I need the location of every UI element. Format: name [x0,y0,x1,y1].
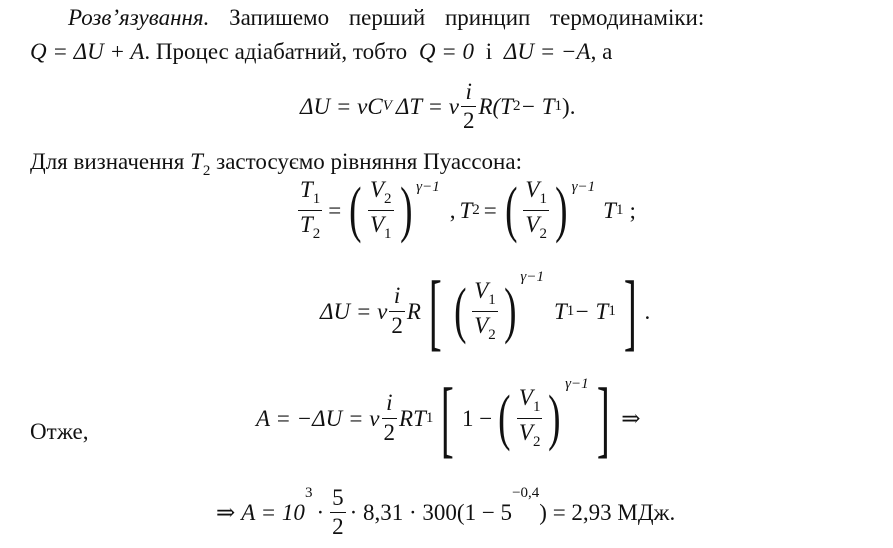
du-close: ). [562,94,576,120]
final-result: ⇒ A = 10 3 · $\frac{5}{2}$ · 8,31 · 300(1 − 5 −0,4 ) = 2,93 МДж. [216,485,676,540]
subscript-2: 2 [512,98,521,115]
equals-sign: = [328,197,342,223]
v2-over-v1: $\frac{V_2}{V_1}$ [369,177,392,242]
t2-subscript: 2 [202,163,211,179]
i-over-2-fraction [461,80,477,133]
v1-over-v2: $\frac{V_1}{V_2}$ [525,177,547,242]
trailing-a: , а [590,39,613,64]
adiabatic-text: . Процес адіабатний, тобто [144,39,408,64]
implies-arrow-2: ⇒ [216,500,236,526]
poisson-equation: $\frac{T_1}{T_2}$ = ( $\frac{V_2}{V_1}$ ) γ−1 , T 2 = ( $\frac{V_1}{V_2}$ ) γ−1 T 1 ; [300,176,636,245]
du2-lhs: ΔU = ν [320,298,388,324]
fraction-numerator: i [465,79,472,104]
first-law-equation: Q = ΔU + A [30,39,145,64]
implies-arrow: ⇒ [621,405,641,431]
therefore-label: Отже, [30,419,89,444]
poisson-text-2: застосуємо рівняння Пуассона: [216,149,522,174]
fraction-denominator: 2 [462,108,475,134]
i-over-2-fraction-3: $\frac{i}{2}$ [383,390,396,445]
work-formula: A = −ΔU = ν $\frac{i}{2}$ RT 1 [ 1 − ( $\frac{V_1}{V_2}$ ) γ−1 ] ⇒ [256,370,641,466]
poisson-text-1: Для визначення [30,149,185,174]
subscript-1: 1 [554,98,563,115]
i-over-2-fraction-2: $\frac{i}{2}$ [391,283,403,338]
intro-line [68,6,704,29]
solution-heading: Розв’язування. [68,5,210,30]
t2-symbol: T [190,149,203,174]
gamma-exponent-2: γ−1 [571,179,596,195]
five-halves: $\frac{5}{2}$ [332,485,344,540]
q-zero-equation: Q = 0 [418,39,474,64]
du-minus-t: − T [520,94,555,120]
final-value: ) = 2,93 МДж. [539,500,676,526]
v1-over-v2-3: $\frac{V_1}{V_2}$ [518,384,541,450]
du-r-open: R(T [478,94,513,120]
internal-energy-expanded: ΔU = ν $\frac{i}{2}$ R [ ( $\frac{V_1}{V_2}$ ) γ−1 T 1 − T 1 ] . [320,263,651,359]
gamma-exponent: γ−1 [416,179,440,195]
and-word: і [485,39,493,64]
subscript-v: V [382,98,392,115]
poisson-intro-line [30,150,522,179]
intro-text: Запишемо перший принцип термодинаміки: [229,5,705,30]
t1-over-t2: $\frac{T_1}{T_2}$ [300,177,321,242]
work-lhs: A = −ΔU = ν [256,405,380,431]
du-minus-a-equation: ΔU = −A [503,39,591,64]
first-law-line [30,40,612,63]
du-lhs: ΔU = νC [300,94,383,120]
internal-energy-formula [300,80,575,133]
v1-over-v2-2: $\frac{V_1}{V_2}$ [474,277,496,343]
du-mid: ΔT = ν [395,94,459,120]
